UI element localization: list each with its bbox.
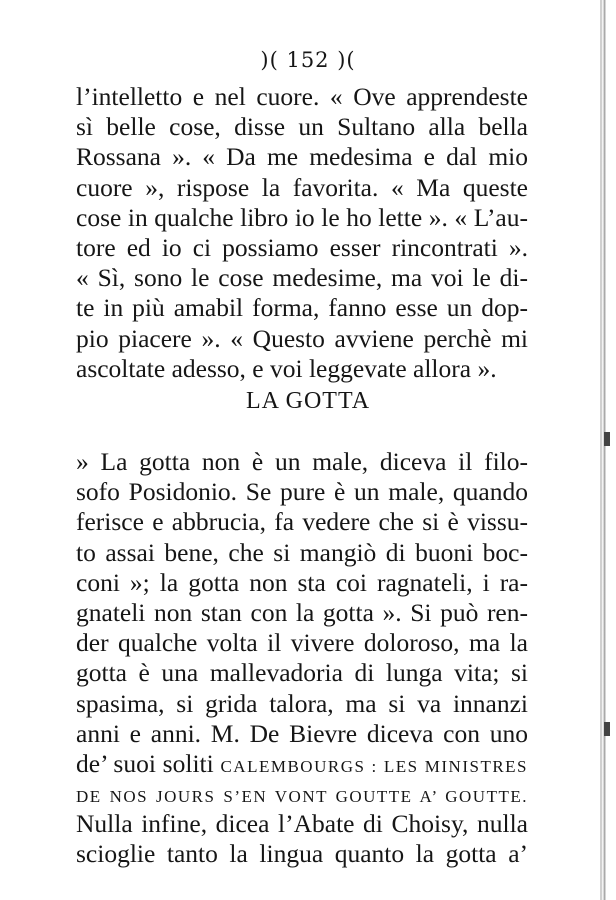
text-line: sì belle cose, disse un Sultano alla bella: [76, 112, 528, 142]
text-line: tore ed io ci possiamo esser rincontrati ».: [76, 232, 528, 262]
small-caps-text: DE NOS JOURS S’EN VONT GOUTTE A’ GOUTTE.: [76, 787, 528, 807]
text-line: scioglie tanto la lingua quanto la gotta a’: [76, 839, 528, 869]
text-line: ferisce e abbrucia, fa vedere che si è vissu-: [76, 507, 528, 537]
text-line: gnateli non stan con la gotta ». Si può ren-: [76, 597, 528, 627]
text-line: cose in qualche libro io le ho lette ». « L’au-: [76, 202, 528, 232]
text-line: Rossana ». « Da me medesima e dal mio: [76, 142, 528, 172]
text-line: gotta è una mallevadoria di lunga vita; si: [76, 658, 528, 688]
page-edge-line: [600, 0, 602, 900]
paragraph-2: [76, 447, 528, 870]
page-number: )( 152 )(: [260, 48, 356, 72]
text-line: Nulla infine, dicea l’Abate di Choisy, nulla: [76, 809, 528, 839]
text-line: [76, 779, 528, 809]
text-line: cuore », rispose la favorita. « Ma queste: [76, 172, 528, 202]
text-line: to assai bene, che si mangiò di buoni boc-: [76, 537, 528, 567]
page-edge-shadow: [602, 0, 606, 900]
text-line: « Sì, sono le cose medesime, ma voi le di-: [76, 263, 528, 293]
text-line: [76, 749, 528, 779]
text-line: ascoltate adesso, e voi leggevate allora ».: [76, 353, 497, 383]
page-edge-mark: [604, 722, 610, 736]
paragraph-1: [76, 82, 528, 384]
small-caps-text: CALEMBOURGS : LES MINISTRES: [220, 756, 528, 776]
text-line: spasima, si grida talora, ma si va innanzi: [76, 688, 528, 718]
text-line: te in più amabil forma, fanno esse un dop-: [76, 293, 528, 323]
section-heading: LA GOTTA: [245, 388, 371, 414]
text-line: der qualche volta il vivere doloroso, ma la: [76, 628, 528, 658]
text-line: sofo Posidonio. Se pure è un male, quando: [76, 477, 528, 507]
text-line: anni e anni. M. De Bievre diceva con uno: [76, 718, 528, 748]
text-run: de’ suoi soliti: [76, 748, 214, 778]
text-line: coni »; la gotta non sta coi ragnateli, i ra-: [76, 567, 528, 597]
text-line: » La gotta non è un male, diceva il filo-: [76, 447, 528, 476]
text-line: l’intelletto e nel cuore. « Ove apprendeste: [76, 82, 528, 111]
page-edge-mark: [604, 432, 610, 446]
text-line: pio piacere ». « Questo avviene perchè mi: [76, 323, 528, 353]
